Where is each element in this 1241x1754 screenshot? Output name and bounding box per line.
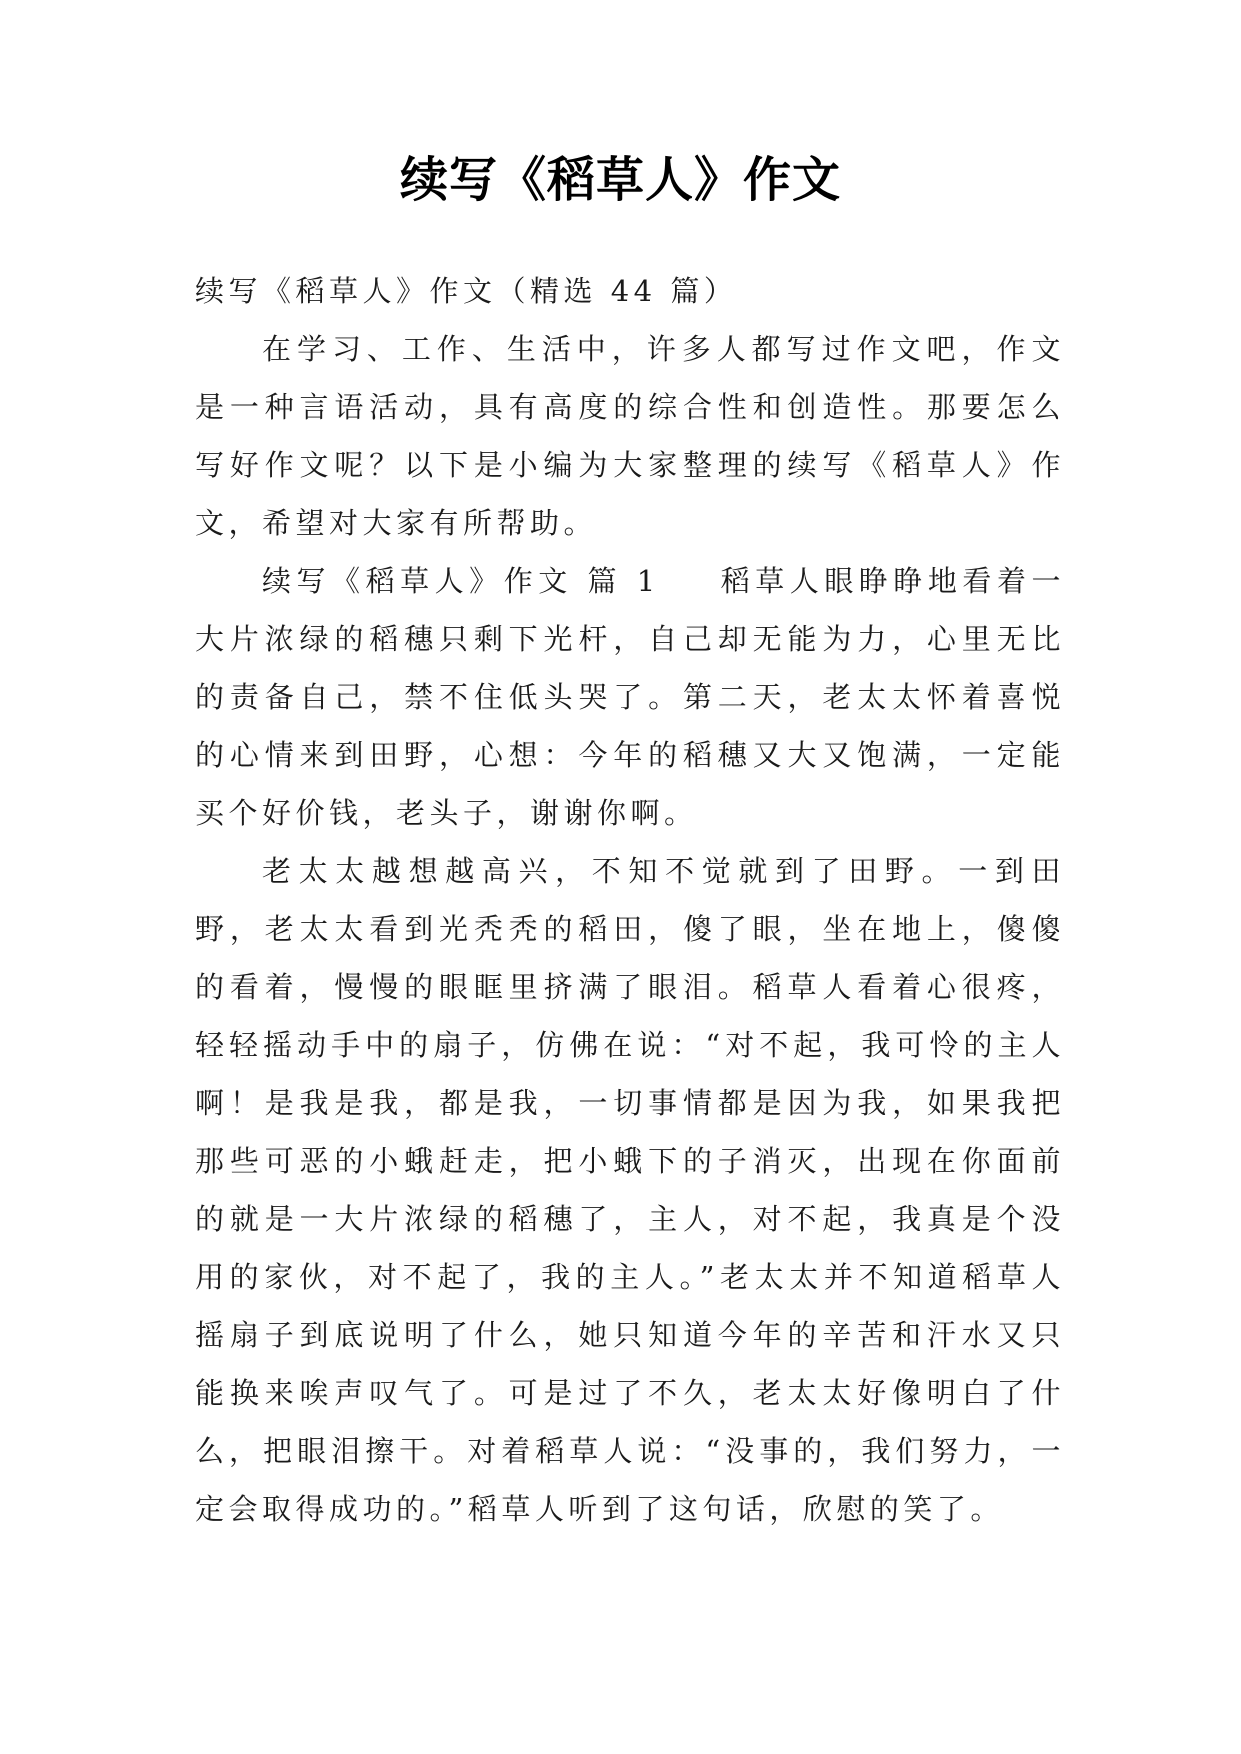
section-1-text: 稻草人眼睁睁地看着一大片浓绿的稻穗只剩下光杆，自己却无能为力，心里无比的责备自己，禁不住低头哭了。第二天，老太太怀着喜悦的心情来到田野，心想：今年的稻穗又大又饱满，一定能买个好价钱，老头子，谢谢你啊。 <box>195 564 1065 830</box>
section-1-heading: 续写《稻草人》作文 篇 1 <box>262 564 660 598</box>
document-body <box>195 262 1065 1538</box>
document-subtitle: 续写《稻草人》作文（精选 44 篇） <box>195 274 738 308</box>
document-title: 续写《稻草人》作文 <box>399 152 841 208</box>
intro-paragraph: 在学习、工作、生活中，许多人都写过作文吧，作文是一种言语活动，具有高度的综合性和创造性。那要怎么写好作文呢？以下是小编为大家整理的续写《稻草人》作文，希望对大家有所帮助。 <box>195 332 1065 540</box>
section-1-paragraph-2: 老太太越想越高兴，不知不觉就到了田野。一到田野，老太太看到光秃秃的稻田，傻了眼，坐在地上，傻傻的看着，慢慢的眼眶里挤满了眼泪。稻草人看着心很疼，轻轻摇动手中的扇子，仿佛在说：“对不起，我可怜的主人啊！是我是我，都是我，一切事情都是因为我，如果我把那些可恶的小蛾赶走，把小蛾下的子消灭，出现在你面前的就是一大片浓绿的稻穗了，主人，对不起，我真是个没用的家伙，对不起了，我的主人。”老太太并不知道稻草人摇扇子到底说明了什么，她只知道今年的辛苦和汗水又只能换来唉声叹气了。可是过了不久，老太太好像明白了什么，把眼泪擦干。对着稻草人说：“没事的，我们努力，一定会取得成功的。”稻草人听到了这句话，欣慰的笑了。 <box>195 854 1065 1526</box>
section-1-paragraph <box>195 552 1065 842</box>
